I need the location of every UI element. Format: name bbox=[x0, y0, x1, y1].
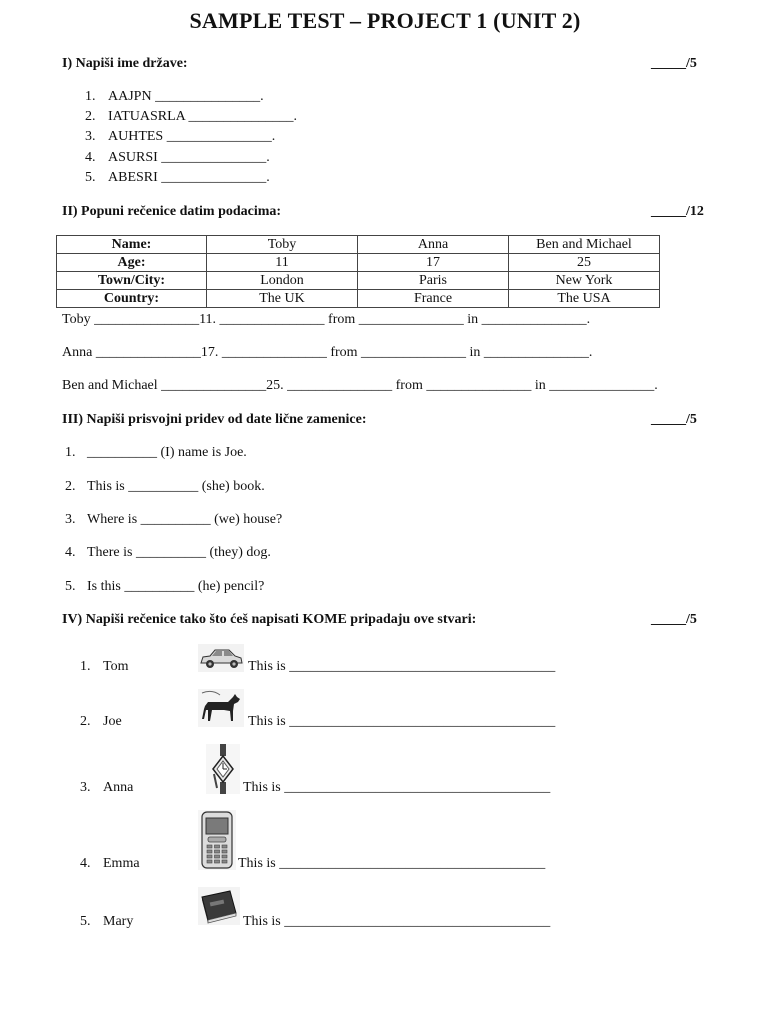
list-item: Is this __________ (he) pencil? bbox=[87, 579, 265, 594]
table-row bbox=[57, 254, 660, 272]
list-item: AAJPN _______________. bbox=[108, 89, 264, 104]
owner-name: Tom bbox=[103, 659, 129, 674]
list-item-number: 4. bbox=[65, 545, 76, 560]
table-row-label: Name: bbox=[57, 236, 207, 254]
table-cell: 17 bbox=[358, 254, 509, 272]
section-2-heading: II) Popuni rečenice datim podacima: bbox=[62, 204, 282, 219]
list-item: This is __________ (she) book. bbox=[87, 479, 265, 494]
table-cell: Anna bbox=[358, 236, 509, 254]
list-item-number: 2. bbox=[80, 714, 91, 729]
list-item: IATUASRLA _______________. bbox=[108, 109, 298, 124]
table-cell: New York bbox=[509, 272, 660, 290]
list-item: Where is __________ (we) house? bbox=[87, 512, 283, 527]
table-row bbox=[57, 272, 660, 290]
section-2-score: _____/12 bbox=[651, 204, 704, 219]
answer-sentence: This is ______________________________________ bbox=[248, 714, 556, 729]
section-1-score: _____/5 bbox=[651, 56, 697, 71]
owner-name: Anna bbox=[103, 780, 134, 795]
table-cell: The UK bbox=[207, 290, 358, 308]
answer-sentence: This is ______________________________________ bbox=[248, 659, 556, 674]
answer-sentence: This is ______________________________________ bbox=[238, 856, 546, 871]
dog-icon bbox=[198, 689, 244, 727]
fill-in-sentence: Anna _______________17. _______________ from _______________ in _______________. bbox=[62, 345, 593, 360]
table-cell: France bbox=[358, 290, 509, 308]
section-3-score: _____/5 bbox=[651, 412, 697, 427]
list-item: ASURSI _______________. bbox=[108, 150, 270, 165]
owner-name: Mary bbox=[103, 914, 134, 929]
list-item: __________ (I) name is Joe. bbox=[87, 445, 247, 460]
owner-name: Emma bbox=[103, 856, 140, 871]
list-item: AUHTES _______________. bbox=[108, 129, 276, 144]
table-cell: Toby bbox=[207, 236, 358, 254]
answer-sentence: This is ______________________________________ bbox=[243, 780, 551, 795]
section-3-heading: III) Napiši prisvojni pridev od date lične zamenice: bbox=[62, 412, 367, 427]
page-title: SAMPLE TEST – PROJECT 1 (UNIT 2) bbox=[189, 8, 581, 33]
list-item-number: 5. bbox=[65, 579, 76, 594]
fill-in-sentence: Ben and Michael _______________25. _______________ from _______________ in _______________. bbox=[62, 378, 658, 393]
section-4-score: _____/5 bbox=[651, 612, 697, 627]
table-cell: 11 bbox=[207, 254, 358, 272]
list-item-number: 3. bbox=[65, 512, 76, 527]
list-item-number: 2. bbox=[85, 109, 96, 124]
table-row bbox=[57, 290, 660, 308]
section-4-heading: IV) Napiši rečenice tako što ćeš napisati KOME pripadaju ove stvari: bbox=[62, 612, 477, 627]
list-item-number: 3. bbox=[85, 129, 96, 144]
table-cell: The USA bbox=[509, 290, 660, 308]
mobile-phone-icon bbox=[198, 810, 236, 870]
table-row-label: Country: bbox=[57, 290, 207, 308]
watch-icon bbox=[206, 744, 240, 794]
table-row-label: Town/City: bbox=[57, 272, 207, 290]
answer-sentence: This is ______________________________________ bbox=[243, 914, 551, 929]
list-item-number: 4. bbox=[85, 150, 96, 165]
table-row bbox=[57, 236, 660, 254]
section-1-heading: I) Napiši ime države: bbox=[62, 56, 188, 71]
list-item-number: 3. bbox=[80, 780, 91, 795]
list-item-number: 4. bbox=[80, 856, 91, 871]
list-item: ABESRI _______________. bbox=[108, 170, 270, 185]
table-cell: Ben and Michael bbox=[509, 236, 660, 254]
table-row-label: Age: bbox=[57, 254, 207, 272]
list-item-number: 1. bbox=[80, 659, 91, 674]
info-table bbox=[56, 235, 660, 308]
list-item-number: 1. bbox=[85, 89, 96, 104]
list-item-number: 2. bbox=[65, 479, 76, 494]
list-item-number: 1. bbox=[65, 445, 76, 460]
list-item: There is __________ (they) dog. bbox=[87, 545, 271, 560]
table-cell: London bbox=[207, 272, 358, 290]
car-icon bbox=[198, 644, 244, 672]
list-item-number: 5. bbox=[80, 914, 91, 929]
table-cell: 25 bbox=[509, 254, 660, 272]
owner-name: Joe bbox=[103, 714, 122, 729]
table-cell: Paris bbox=[358, 272, 509, 290]
fill-in-sentence: Toby _______________11. _______________ from _______________ in _______________. bbox=[62, 312, 591, 327]
list-item-number: 5. bbox=[85, 170, 96, 185]
book-icon bbox=[198, 887, 240, 925]
